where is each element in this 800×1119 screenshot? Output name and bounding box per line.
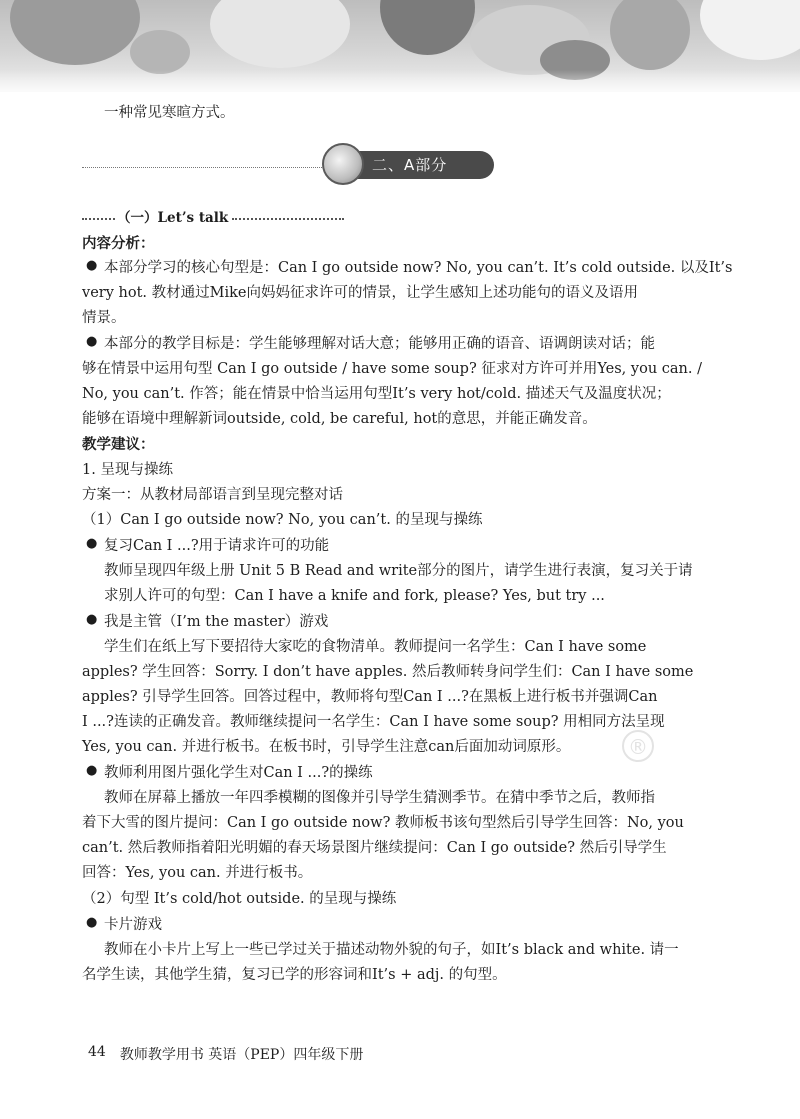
part-title: （1）Can I go outside now? No, you can’t. 的呈现与操练 [82,512,483,528]
content-text-line: very hot. 教材通过Mike向妈妈征求许可的情景，让学生感知上述功能句的语义及语用 [82,285,638,301]
flower-shape [700,0,800,60]
content-heading: 内容分析： [82,235,155,252]
flower-shape [380,0,475,55]
registered-mark-watermark: ® [622,730,654,762]
bullet-icon: ● [86,915,98,930]
activity-text-line: 教师在小卡片上写上一些已学过关于描述动物外貌的句子，如It’s black and white. 请一 [104,942,679,958]
activity-text-line: I ...?连读的正确发音。教师继续提问一名学生：Can I have some soup? 用相同方法呈现 [82,714,665,730]
activity-text-line: Yes, you can. 并进行板书。在板书时，引导学生注意can后面加动词原形。 [82,739,571,755]
page-footer [88,1044,363,1064]
book-title: 教师教学用书 英语（PEP）四年级下册 [119,1047,364,1063]
plan-title: 方案一：从教材局部语言到呈现完整对话 [82,487,343,503]
content-text-line: No, you can’t. 作答；能在情景中恰当运用句型It’s very hot/cold. 描述天气及温度状况； [82,386,671,402]
activity-text-line: 教师呈现四年级上册 Unit 5 B Read and write部分的图片，请学生进行表演，复习关于请 [104,563,693,579]
activity-text-line: 学生们在纸上写下要招待大家吃的食物清单。教师提问一名学生：Can I have some [104,639,647,655]
bullet-icon: ● [86,612,98,627]
activity-text-line: 名学生读，其他学生猜，复习已学的形容词和It’s + adj. 的句型。 [82,967,507,983]
bullet-icon: ● [86,536,98,551]
intro-text: 一种常见寒暄方式。 [104,105,235,121]
content-text-line: 够在情景中运用句型 Can I go outside / have some soup? 征求对方许可并用Yes, you can. / [82,361,702,377]
section-title: 二、A部分 [372,156,448,174]
activity-text-line: can’t. 然后教师指着阳光明媚的春天场景图片继续提问：Can I go outside? 然后引导学生 [82,840,667,856]
suggestion-heading: 教学建议： [82,436,155,453]
part-title: （2）句型 It’s cold/hot outside. 的呈现与操练 [82,891,397,907]
bullet-icon: ● [86,334,98,349]
step-title: 1. 呈现与操练 [82,462,173,478]
activity-text-line: apples? 引导学生回答。回答过程中，教师将句型Can I ...?在黑板上进行板书并强调Can [82,689,658,705]
content-text-line: 能够在语境中理解新词outside, cold, be careful, hot的意思，并能正确发音。 [82,411,597,427]
flower-shape [10,0,140,65]
bullet-icon: ● [86,763,98,778]
content-text-line: 本部分学习的核心句型是：Can I go outside now? No, you can’t. It’s cold outside. 以及It’s [104,260,733,276]
activity-text-line: 回答：Yes, you can. 并进行板书。 [82,865,313,881]
content-text-line: 情景。 [82,310,126,326]
section-heading [322,143,494,185]
activity-title: 教师利用图片强化学生对Can I ...?的操练 [104,765,373,781]
subsection-heading [82,206,344,226]
wavy-divider [82,212,115,220]
content-text-line: 本部分的教学目标是：学生能够理解对话大意；能够用正确的语音、语调朗读对话；能 [104,336,655,352]
header-decorative-banner [0,0,800,92]
activity-title: 卡片游戏 [104,917,162,933]
activity-title: 我是主管（I’m the master）游戏 [104,614,329,630]
banner-fade [0,70,800,92]
subsection-title: （一）Let’s talk [117,210,229,226]
flower-shape [210,0,350,68]
page-number: 44 [88,1044,106,1060]
flower-icon [322,143,364,185]
flower-shape [130,30,190,74]
activity-text-line: 着下大雪的图片提问：Can I go outside now? 教师板书该句型然后引导学生回答：No, you [82,815,684,831]
bullet-icon: ● [86,258,98,273]
activity-title: 复习Can I ...?用于请求许可的功能 [104,538,330,554]
flower-shape [610,0,690,70]
activity-text-line: 求别人许可的句型：Can I have a knife and fork, please? Yes, but try ... [104,588,605,604]
wavy-divider [232,212,344,220]
activity-text-line: 教师在屏幕上播放一年四季模糊的图像并引导学生猜测季节。在猜中季节之后，教师指 [104,790,655,806]
activity-text-line: apples? 学生回答：Sorry. I don’t have apples. 然后教师转身问学生们：Can I have some [82,664,694,680]
